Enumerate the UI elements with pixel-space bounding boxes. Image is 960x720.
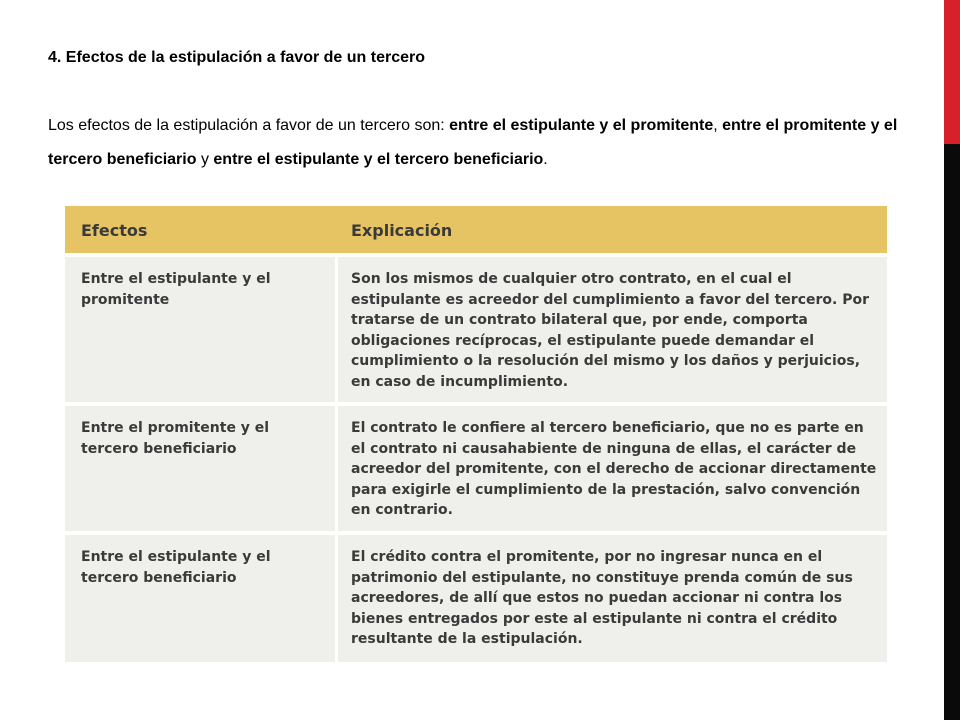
intro-bold-2: entre el promitente y el tercero beneficiario <box>48 117 898 168</box>
effect-cell: Entre el estipulante y el promitente <box>65 257 335 402</box>
explanation-cell: El crédito contra el promitente, por no ingresar nunca en el patrimonio del estipulante, no constituye prenda común de sus acreedores, de allí que estos no puedan accionar ni contra los bienes entregados por este al estipulante ni contra el crédito resultante de la estipulación. <box>338 535 887 662</box>
intro-bold-3: entre el estipulante y el tercero beneficiario <box>213 151 544 168</box>
slide-title: 4. Efectos de la estipulación a favor de un tercero <box>48 49 426 66</box>
table-header-row <box>65 206 887 253</box>
decorative-side-bar <box>944 0 960 720</box>
intro-text-3: y <box>196 151 214 168</box>
header-explicacion: Explicación <box>351 221 453 240</box>
intro-text-4: . <box>543 151 548 168</box>
effect-cell: Entre el promitente y el tercero beneficiario <box>65 406 335 531</box>
intro-bold-1: entre el estipulante y el promitente <box>449 117 714 134</box>
table-row <box>65 535 887 662</box>
side-bar-black-segment <box>944 144 960 720</box>
effect-cell: Entre el estipulante y el tercero beneficiario <box>65 535 335 662</box>
explanation-cell: El contrato le confiere al tercero beneficiario, que no es parte en el contrato ni causahabiente de ninguna de ellas, el carácter de acreedor del promitente, con el derecho de accionar directamente para exigirle el cumplimiento de la prestación, salvo convención en contrario. <box>338 406 887 531</box>
side-bar-red-segment <box>944 0 960 144</box>
table-row <box>65 257 887 402</box>
explanation-cell: Son los mismos de cualquier otro contrato, en el cual el estipulante es acreedor del cumplimiento a favor del tercero. Por tratarse de un contrato bilateral que, por ende, comporta obligaciones recíprocas, el estipulante puede demandar el cumplimiento o la resolución del mismo y los daños y perjuicios, en caso de incumplimiento. <box>338 257 887 402</box>
header-efectos: Efectos <box>81 221 148 240</box>
intro-text-1: Los efectos de la estipulación a favor de un tercero son: <box>48 117 450 134</box>
effects-table <box>65 206 887 662</box>
table-row <box>65 406 887 531</box>
intro-text-2: , <box>713 117 723 134</box>
intro-paragraph <box>48 109 928 177</box>
